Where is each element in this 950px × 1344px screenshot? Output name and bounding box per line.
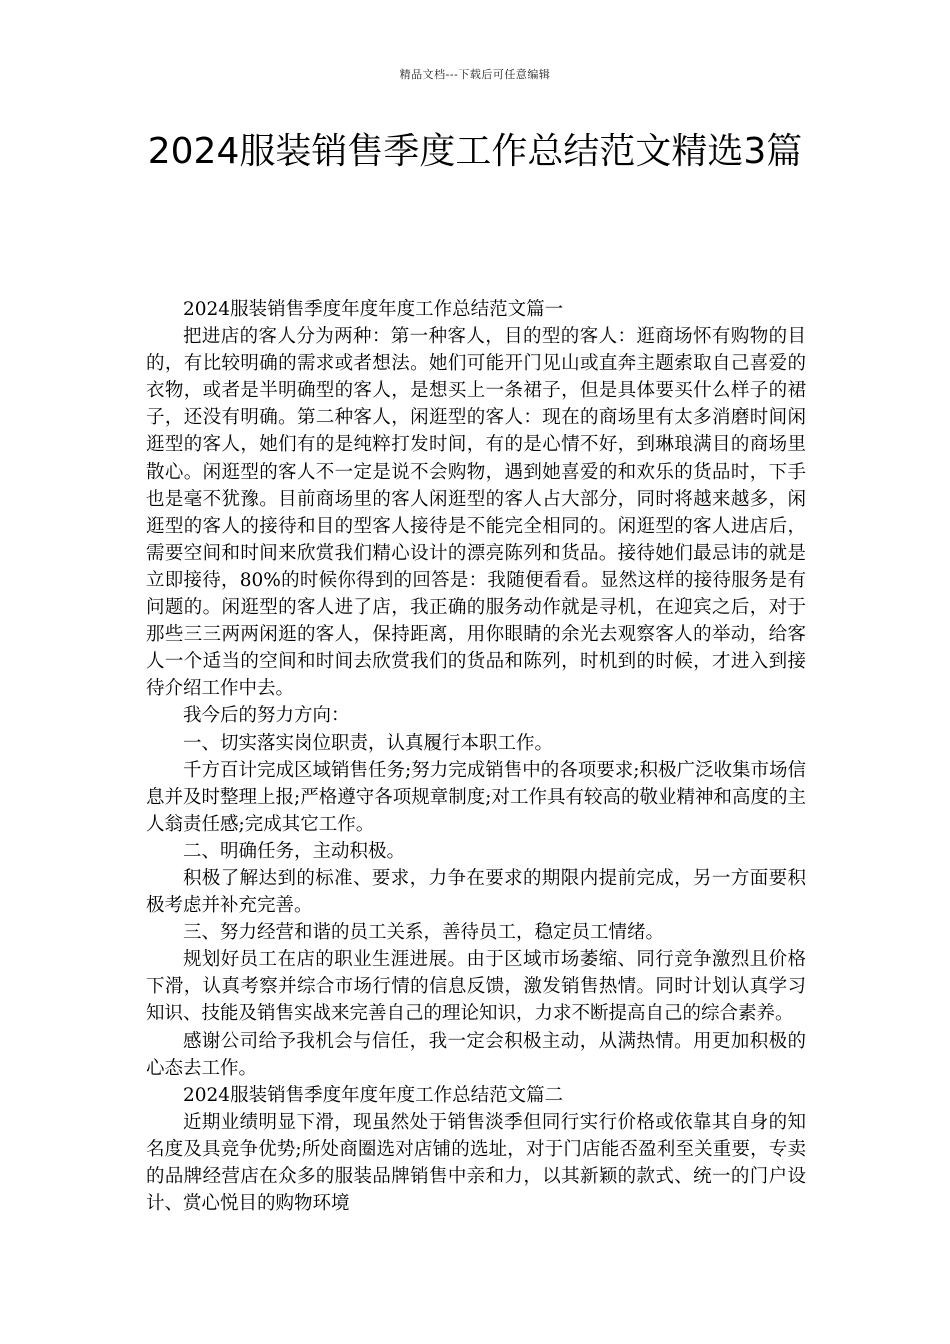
paragraph: 感谢公司给予我机会与信任，我一定会积极主动，从满热情。用更加积极的心态去工作。 (146, 1030, 806, 1079)
section-heading: 2024服装销售季度年度年度工作总结范文篇一 (183, 299, 564, 320)
paragraph: 千方百计完成区域销售任务;努力完成销售中的各项要求;积极广泛收集市场信息并及时整理上报;严格遵守各项规章制度;对工作具有较高的敬业精神和高度的主人翁责任感;完成其它工作。 (146, 759, 806, 835)
list-heading: 二、明确任务，主动积极。 (183, 840, 406, 862)
header-note: 精品文档---下载后可任意编辑 (399, 68, 551, 81)
paragraph: 规划好员工在店的职业生涯进展。由于区域市场萎缩、同行竞争激烈且价格下滑，认真考察并综合市场行情的信息反馈，激发销售热情。同时计划认真学习知识、技能及销售实战来完善自己的理论知识，力求不断提高自己的综合素养。 (146, 949, 806, 1025)
list-heading: 三、努力经营和谐的员工关系，善待员工，稳定员工情绪。 (183, 922, 665, 944)
list-heading: 一、切实落实岗位职责，认真履行本职工作。 (183, 732, 554, 754)
document-title: 2024服装销售季度工作总结范文精选3篇 (147, 131, 803, 172)
paragraph: 我今后的努力方向： (183, 705, 350, 727)
section-heading: 2024服装销售季度年度年度工作总结范文篇二 (183, 1084, 564, 1106)
paragraph: 积极了解达到的标准、要求，力争在要求的期限内提前完成，另一方面要积极考虑并补充完善。 (146, 867, 806, 917)
document-body (146, 296, 806, 1217)
paragraph: 近期业绩明显下滑，现虽然处于销售淡季但同行实行价格或依靠其自身的知名度及具竞争优势;所处商圈选对店铺的选址，对于门店能否盈利至关重要，专卖的品牌经营店在众多的服装品牌销售中亲和力，以其新颖的款式、统一的门户设计、赏心悦目的购物环境 (146, 1111, 806, 1215)
paragraph: 把进店的客人分为两种：第一种客人，目的型的客人：逛商场怀有购物的目的，有比较明确的需求或者想法。她们可能开门见山或直奔主题索取自己喜爱的衣物，或者是半明确型的客人，是想买上一条裙子，但是具体要买什么样子的裙子，还没有明确。第二种客人，闲逛型的客人：现在的商场里有太多消磨时间闲逛型的客人，她们有的是纯粹打发时间，有的是心情不好，到琳琅满目的商场里散心。闲逛型的客人不一定是说不会购物，遇到她喜爱的和欢乐的货品时，下手也是毫不犹豫。目前商场里的客人闲逛型的客人占大部分，同时将越来越多，闲逛型的客人的接待和目的型客人接待是不能完全相同的。闲逛型的客人进店后，需要空间和时间来欣赏我们精心设计的漂亮陈列和货品。接待她们最忌讳的就是立即接待，80%的时候你得到的回答是：我随便看看。显然这样的接待服务是有问题的。闲逛型的客人进了店，我正确的服务动作就是寻机，在迎宾之后，对于那些三三两两闲逛的客人，保持距离，用你眼睛的余光去观察客人的举动，给客人一个适当的空间和时间去欣赏我们的货品和陈列，时机到的时候，才进入到接待介绍工作中去。 (146, 326, 806, 700)
